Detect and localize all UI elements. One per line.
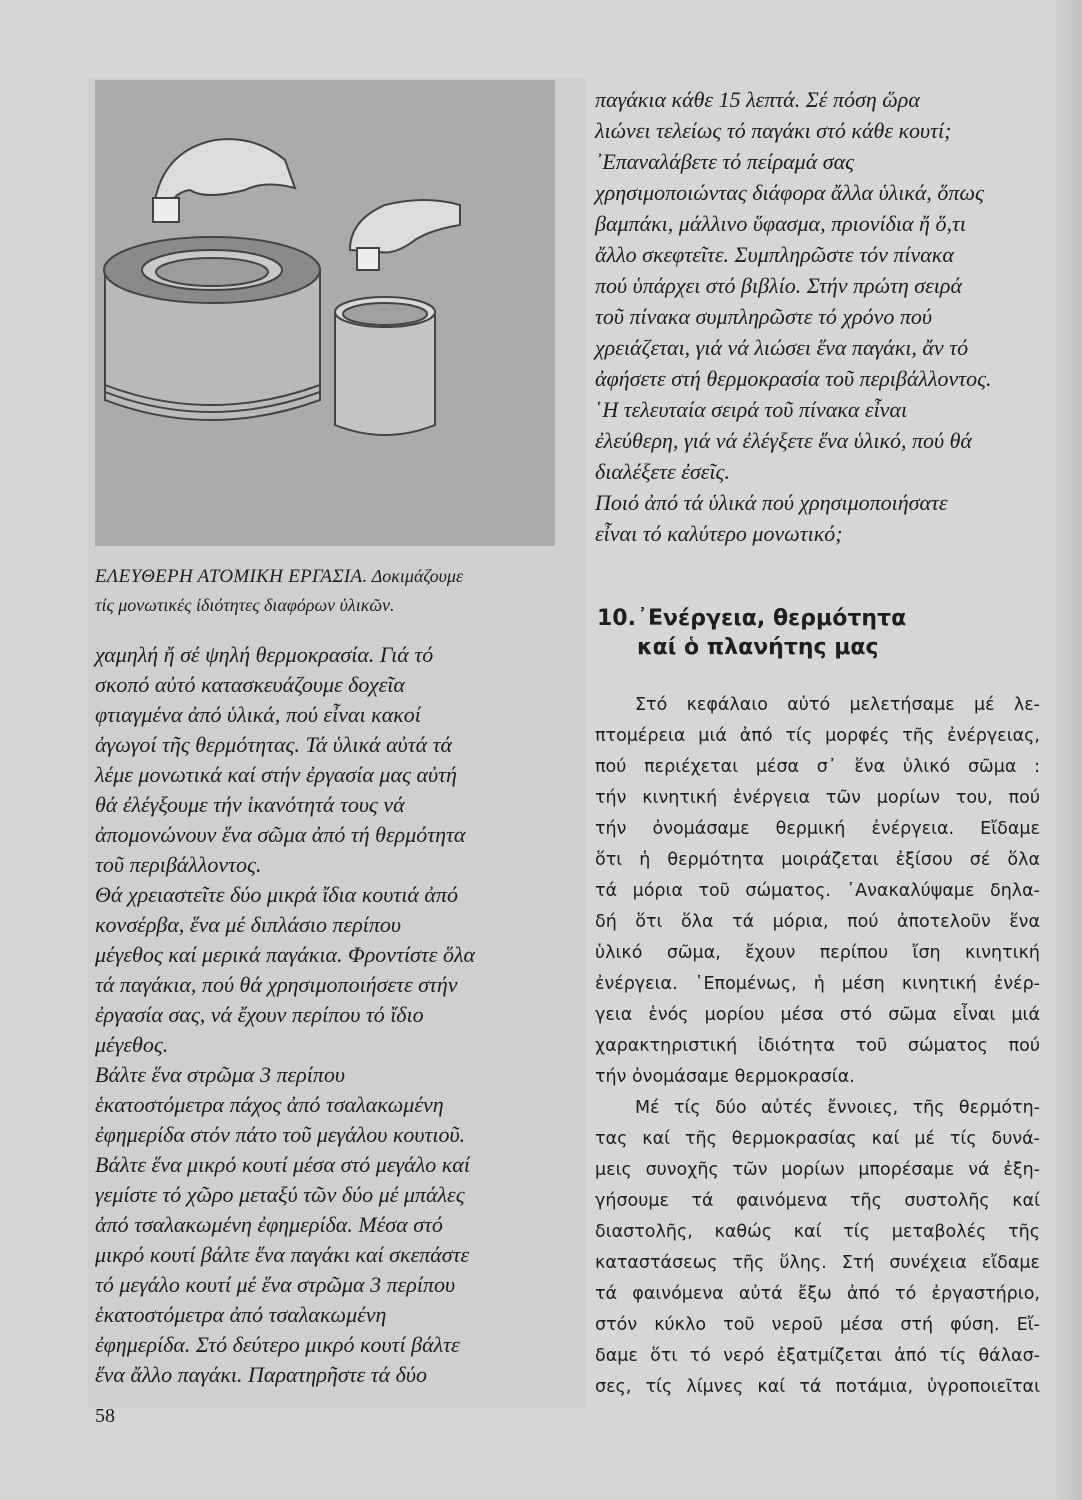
text-line: καταστάσεως τῆς ὕλης. Στή συνέχεια εἴδαμε <box>595 1253 1040 1273</box>
text-line: ἀπομονώνουν ἕνα σῶμα ἀπό τή θερμότητα <box>95 822 466 847</box>
text-line: ἀγωγοί τῆς θερμότητας. Τά ὑλικά αὐτά τά <box>95 732 453 757</box>
caption-title: ΕΛΕΥΘΕΡΗ ΑΤΟΜΙΚΗ ΕΡΓΑΣΙΑ. <box>95 566 368 587</box>
section-heading <box>597 604 906 662</box>
text-line: πού ὑπάρχει στό βιβλίο. Στήν πρώτη σειρά <box>595 273 963 298</box>
paragraph <box>595 690 1040 1093</box>
text-line: Ποιό ἀπό τά ὑλικά πού χρησιμοποιήσατε <box>595 490 948 515</box>
text-line: τήν ὀνομάσαμε θερμοκρασία. <box>595 1067 855 1087</box>
text-line: ἐλεύθερη, γιά νά ἐλέγξετε ἕνα ὑλικό, πού θά <box>595 428 972 453</box>
text-line: ἑκατοστόμετρα ἀπό τσαλακωμένη <box>95 1302 387 1327</box>
text-line: τοῦ περιβάλλοντος. <box>95 852 262 877</box>
text-line: Μέ τίς δύο αὐτές ἔννοιες, τῆς θερμότη- <box>635 1098 1040 1118</box>
text-line: σκοπό αὐτό κατασκευάζουμε δοχεῖα <box>95 672 405 697</box>
text-line: τά φαινόμενα αὐτά ἔξω ἀπό τό ἐργαστήριο, <box>595 1284 1040 1304</box>
text-line: χρειάζεται, γιά νά λιώσει ἕνα παγάκι, ἄν τό <box>595 335 969 360</box>
text-line: ἕνα ἄλλο παγάκι. Παρατηρῆστε τά δύο <box>95 1362 427 1387</box>
text-line: παγάκια κάθε 15 λεπτά. Σέ πόση ὥρα <box>595 87 920 112</box>
text-line: μικρό κουτί βάλτε ἕνα παγάκι καί σκεπάστε <box>95 1242 470 1267</box>
large-can <box>104 237 320 420</box>
text-line: τό μεγάλο κουτί μέ ἕνα στρῶμα 3 περίπου <box>95 1272 456 1297</box>
text-line: χαμηλή ἤ σέ ψηλή θερμοκρασία. Γιά τό <box>95 642 434 667</box>
text-line: ᾿Επαναλάβετε τό πείραμά σας <box>595 149 855 174</box>
small-can <box>335 297 435 435</box>
text-line: ὅτι ἡ θερμότητα μοιράζεται ἐξίσου σέ ὅλα <box>595 850 1040 870</box>
text-line: χαρακτηριστική ἰδιότητα τοῦ σώματος πού <box>595 1036 1040 1056</box>
text-line: κονσέρβα, ἕνα μέ διπλάσιο περίπου <box>95 912 401 937</box>
text-line: τοῦ πίνακα συμπληρῶστε τό χρόνο πού <box>595 304 932 329</box>
text-line: τήν ὀνομάσαμε θερμική ἐνέργεια. Εἴδαμε <box>595 819 1040 839</box>
section-title-line: ᾿Ενέργεια, θερμότητα <box>637 606 907 631</box>
text-line: ἄλλο σκεφτεῖτε. Συμπληρῶστε τόν πίνακα <box>595 242 954 267</box>
left-column-text <box>95 640 565 1390</box>
text-line: μέγεθος καί μερικά παγάκια. Φροντίστε ὅλα <box>95 942 476 967</box>
page-number: 58 <box>95 1405 115 1427</box>
caption-text: Δοκιμάζουμε <box>371 566 464 586</box>
hand-right-icon <box>350 200 460 270</box>
text-line: σες, τίς λίμνες καί τά ποτάμια, ὑγροποιεῖται <box>595 1377 1040 1397</box>
figure-caption <box>95 562 575 620</box>
text-line: χρησιμοποιώντας διάφορα ἄλλα ὑλικά, ὅπως <box>595 180 984 205</box>
text-line: στόν κύκλο τοῦ νεροῦ μέσα στή φύση. Εἴ- <box>595 1315 1040 1335</box>
text-line: ἀφήσετε στή θερμοκρασία τοῦ περιβάλλοντος. <box>595 366 992 391</box>
text-line: ἐργασία σας, νά ἔχουν περίπου τό ἴδιο <box>95 1002 424 1027</box>
text-line: ἐφημερίδα στόν πάτο τοῦ μεγάλου κουτιοῦ. <box>95 1122 466 1147</box>
text-line: ἐφημερίδα. Στό δεύτερο μικρό κουτί βάλτε <box>95 1332 460 1357</box>
cans-and-hands-drawing <box>95 80 555 546</box>
text-line: μεις συνοχῆς τῶν μορίων μπορέσαμε νά ἐξη- <box>595 1160 1040 1180</box>
text-line: τά μόρια τοῦ σώματος. ᾿Ανακαλύψαμε δηλα- <box>595 881 1040 901</box>
text-line: ῾Η τελευταία σειρά τοῦ πίνακα εἶναι <box>595 397 908 422</box>
text-line: μέγεθος. <box>95 1032 169 1057</box>
text-line: τας καί τῆς θερμοκρασίας καί μέ τίς δυνά- <box>595 1129 1040 1149</box>
text-line: Θά χρειαστεῖτε δύο μικρά ἴδια κουτιά ἀπό <box>95 882 458 907</box>
text-line: Βάλτε ἕνα μικρό κουτί μέσα στό μεγάλο καί <box>95 1152 470 1177</box>
text-line: θά ἐλέγξουμε τήν ἱκανότητά τους νά <box>95 792 405 817</box>
text-line: πτομέρεια μιά ἀπό τίς μορφές τῆς ἐνέργειας, <box>595 726 1040 746</box>
caption-text: τίς μονωτικές ἰδιότητες διαφόρων ὑλικῶν. <box>95 595 395 615</box>
illustration-insulation-experiment <box>95 80 555 546</box>
text-line: λέμε μονωτικά καί στήν ἐργασία μας αὐτή <box>95 762 457 787</box>
section-number: 10. <box>597 606 636 631</box>
text-line: δαμε ὅτι τό νερό ἐξατμίζεται ἀπό τίς θάλασ- <box>595 1346 1040 1366</box>
hand-left-icon <box>153 139 295 222</box>
text-line: γεια ἑνός μορίου μέσα στό σῶμα εἶναι μιά <box>595 1005 1040 1025</box>
paragraph <box>595 1093 1040 1403</box>
text-line: εἶναι τό καλύτερο μονωτικό; <box>595 521 843 546</box>
ice-cube <box>357 248 379 270</box>
page-edge-shadow <box>1056 0 1082 1500</box>
text-line: ἀπό τσαλακωμένη ἐφημερίδα. Μέσα στό <box>95 1212 443 1237</box>
text-line: ἑκατοστόμετρα πάχος ἀπό τσαλακωμένη <box>95 1092 444 1117</box>
text-line: ὑλικό σῶμα, ἔχουν περίπου ἴση κινητική <box>595 943 1040 963</box>
text-line: πού περιέχεται μέσα σ᾿ ἕνα ὑλικό σῶμα : <box>595 757 1040 777</box>
text-line: γεμίστε τό χῶρο μεταξύ τῶν δύο μέ μπάλες <box>95 1182 465 1207</box>
text-line: Βάλτε ἕνα στρῶμα 3 περίπου <box>95 1062 345 1087</box>
text-line: γήσουμε τά φαινόμενα τῆς συστολῆς καί <box>595 1191 1040 1211</box>
text-line: δή ὅτι ὅλα τά μόρια, πού ἀποτελοῦν ἕνα <box>595 912 1040 932</box>
text-line: διαστολῆς, καθώς καί τίς μεταβολές τῆς <box>595 1222 1040 1242</box>
text-line: φτιαγμένα ἀπό ὑλικά, πού εἶναι κακοί <box>95 702 421 727</box>
text-line: λιώνει τελείως τό παγάκι στό κάθε κουτί; <box>595 118 952 143</box>
text-line: τήν κινητική ἐνέργεια τῶν μορίων του, πού <box>595 788 1040 808</box>
right-column-activity-text <box>595 84 1040 549</box>
text-line: τά παγάκια, πού θά χρησιμοποιήσετε στήν <box>95 972 458 997</box>
section-body <box>595 690 1040 1403</box>
text-line: ἐνέργεια. ῾Επομένως, ἡ μέση κινητική ἐνέρ- <box>595 974 1040 994</box>
ice-cube <box>153 198 179 222</box>
section-title-line: καί ὁ πλανήτης μας <box>637 635 879 660</box>
text-line: βαμπάκι, μάλλινο ὕφασμα, πριονίδια ἤ ὅ,τι <box>595 211 966 236</box>
text-line: διαλέξετε ἐσεῖς. <box>595 459 730 484</box>
text-line: Στό κεφάλαιο αὐτό μελετήσαμε μέ λε- <box>635 695 1040 715</box>
